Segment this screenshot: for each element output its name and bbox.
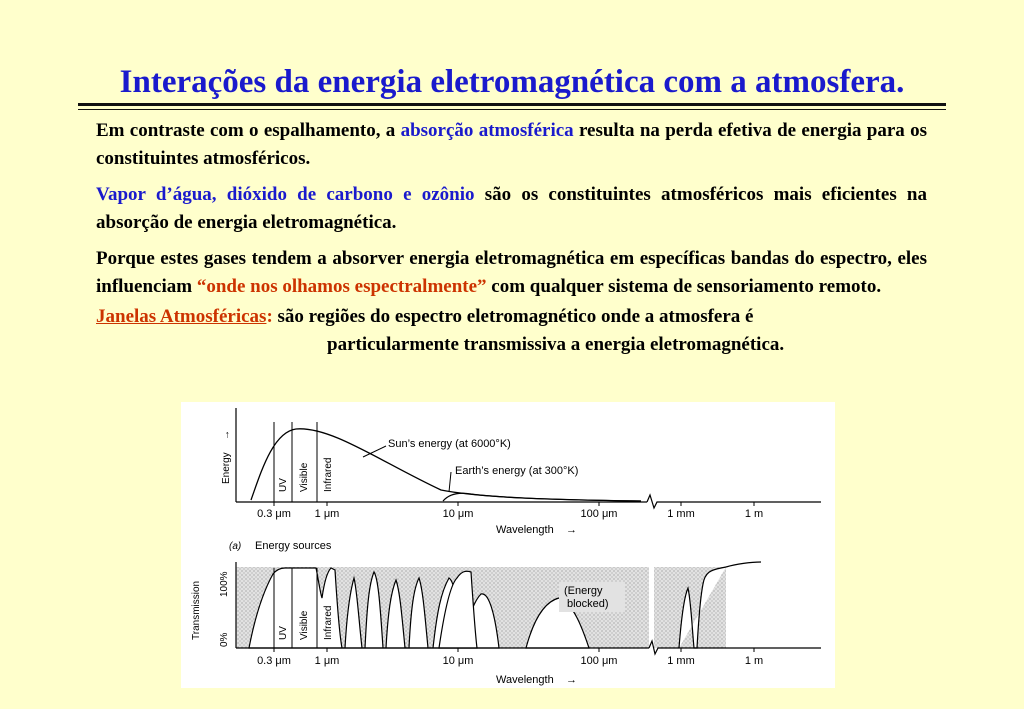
uv-band-label-bottom: UV — [278, 626, 289, 640]
top-tick-0-3um: 0.3 μm — [257, 508, 291, 520]
p1-text-b: resulta na perda efetiva de energia para os constituintes atmosféricos. — [96, 120, 927, 169]
p2-text: são os constituintes atmosféricos mais eficientes na absorção de energia eletromagnética. — [96, 184, 927, 233]
paragraph-4 — [96, 303, 927, 331]
top-xlabel-arrow: → — [566, 524, 577, 536]
bottom-tick-0-3um: 0.3 μm — [257, 655, 291, 667]
energy-ylabel: Energy — [221, 452, 232, 484]
top-ticks — [274, 502, 754, 506]
bottom-tick-100um: 100 μm — [580, 655, 618, 667]
top-tick-10um: 10 μm — [442, 508, 474, 520]
p1-text-a: Em contraste com o espalhamento, a — [96, 120, 401, 141]
slide-body — [96, 117, 927, 359]
p3-highlight: “onde nos olhamos espectralmente” — [196, 276, 487, 297]
y-0-label: 0% — [219, 632, 230, 647]
visible-band-label-bottom: Visible — [299, 610, 310, 640]
top-tick-1um: 1 μm — [314, 508, 340, 520]
earth-energy-curve — [443, 493, 641, 501]
paragraph-3 — [96, 245, 927, 301]
y-100-label: 100% — [219, 571, 230, 597]
top-tick-1mm: 1 mm — [667, 508, 695, 520]
title-rule-thin — [78, 109, 946, 110]
energy-blocked-line2: blocked) — [567, 598, 609, 610]
top-xlabel: Wavelength — [496, 524, 554, 536]
bottom-tick-1m: 1 m — [744, 655, 764, 667]
infrared-band-label-bottom: Infrared — [323, 605, 334, 640]
top-tick-100um: 100 μm — [580, 508, 618, 520]
caption-letter: (a) — [229, 541, 242, 552]
transmission-ylabel: Transmission — [191, 580, 202, 640]
p1-highlight: absorção atmosférica — [400, 120, 574, 141]
p3-text-a: Porque estes gases tendem a absorver energia eletromagnética em específicas bandas do espectro, eles influenciam — [96, 248, 927, 297]
janelas-term: Janelas Atmosféricas — [96, 306, 267, 327]
top-tick-1m: 1 m — [744, 508, 764, 520]
sun-energy-label: Sun’s energy (at 6000°K) — [388, 438, 511, 450]
energy-blocked-line1: (Energy — [564, 585, 603, 597]
paragraph-2 — [96, 181, 927, 237]
bottom-xlabel: Wavelength — [496, 674, 554, 686]
figure-svg — [181, 402, 835, 688]
janelas-colon: : — [266, 306, 273, 327]
transmission-curve-radio — [726, 562, 761, 567]
bottom-xlabel-arrow: → — [566, 674, 577, 686]
bottom-tick-1mm: 1 mm — [667, 655, 695, 667]
paragraph-4-continuation: particularmente transmissiva a energia eletromagnética. — [327, 334, 785, 355]
p3-text-b: com qualquer sistema de sensoriamento remoto. — [486, 276, 882, 297]
earth-energy-label: Earth’s energy (at 300°K) — [455, 465, 579, 477]
uv-band-label-top: UV — [278, 478, 289, 492]
energy-yarrow: → — [221, 430, 232, 440]
bottom-tick-10um: 10 μm — [442, 655, 474, 667]
infrared-band-label-top: Infrared — [323, 457, 334, 492]
p2-highlight: Vapor d’água, dióxido de carbono e ozônio — [96, 184, 475, 205]
paragraph-1 — [96, 117, 927, 173]
top-x-axis-break — [647, 495, 821, 508]
atmospheric-windows-figure — [181, 402, 835, 688]
slide-title: Interações da energia eletromagnética com a atmosfera. — [119, 64, 905, 100]
bottom-tick-1um: 1 μm — [314, 655, 340, 667]
caption-energy-sources: Energy sources — [255, 540, 332, 552]
p4-text-a: são regiões do espectro eletromagnético onde a atmosfera é — [272, 306, 754, 327]
visible-band-label-top: Visible — [299, 462, 310, 492]
title-rule-thick — [78, 103, 946, 106]
earth-label-leader — [449, 472, 451, 492]
